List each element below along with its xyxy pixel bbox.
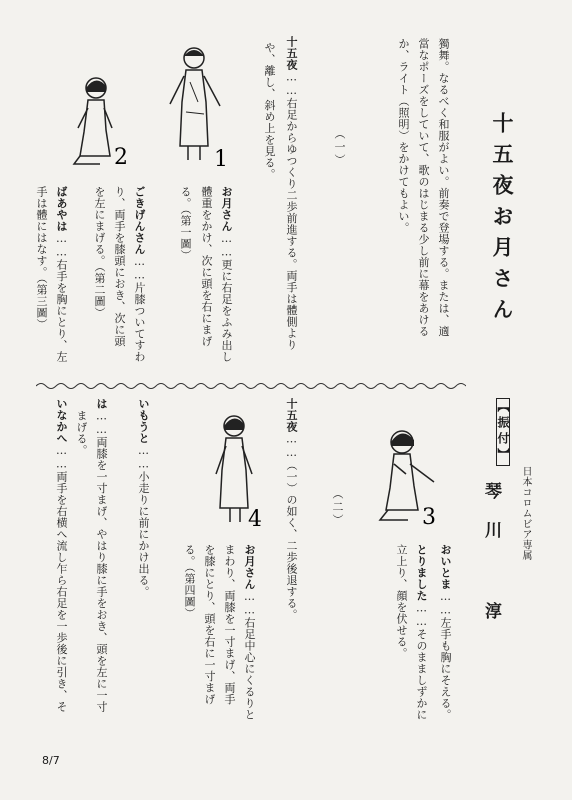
verse1-line-3: お月さん……更に右足をふみ出し [220,186,233,363]
verse2-line-8: 立上り、顔を伏せる。 [395,544,408,659]
figure-2-illustration [70,72,134,172]
verse2-line-10: は……両膝を一寸まげ、やはり膝に手をおき、頭を左に一寸 [95,398,108,713]
figure-1-number: 1 [214,147,228,172]
verse1-line-7: り、両手を膝頭におき、次に頭 [113,186,126,347]
verse1-line-5: る。（第一圖） [179,186,192,261]
verse2-line-5: る。（第四圖） [183,544,196,619]
choreo-name: 琴川 淳 [481,482,501,641]
verse2-line-7: とりました……そのまましずかに [415,544,428,721]
section-heading-one: （一） [333,128,346,167]
verse2-line-2: お月さん……右足中心にくるりと [243,544,256,721]
choreo-affiliation: 日本コロムビア専属 [520,466,531,561]
verse2-line-6: おいとま……左手も胸にそえる。 [439,544,452,721]
verse1-line-2: や、離し、斜め上を見る。 [263,42,276,180]
verse1-line-1: 十五夜……右足からゆつくり二歩前進する。両手は體側より [285,36,298,351]
page-title: 十五夜お月さん [490,112,515,329]
figure-4-number: 4 [248,507,262,532]
section-divider [36,381,466,391]
verse1-line-6: ごきげんさん……片膝ついてすわ [133,186,146,363]
verse1-line-4: 體重をかけ、次に頭を右にまげ [200,186,213,347]
verse2-line-4: を膝にとり、頭を右に一寸まげ [203,544,216,705]
verse1-line-8: を左にまげる。（第二圖） [93,186,106,319]
verse2-line-12: いなかへ……両手を右横へ流し乍ら右足を一歩後に引き、そ [55,398,68,713]
verse2-line-3: まわり、両膝を一寸まげ、両手 [223,544,236,705]
page-number: 8/7 [42,754,60,767]
intro-line-1: 獨舞。なるべく和服がよい。前奏で登場する。または、適 [437,38,450,337]
verse2-line-11: まげる。 [75,410,88,456]
verse1-line-9: ばあやは……右手を胸にとり、左 [55,186,68,363]
intro-line-2: 當なポーズをしていて、歌のはじまる少し前に幕をあける [417,38,430,337]
figure-3-number: 3 [422,505,436,530]
figure-1-illustration [160,42,232,172]
verse2-line-1: 十五夜……（一）の如く、二歩後退する。 [285,398,298,621]
verse1-line-10: 手は體にはなす。（第三圖） [35,186,48,330]
figure-4-illustration [204,408,274,538]
intro-line-3: か、ライト（照明）をかけてもよい。 [397,38,410,234]
choreo-label: 【振付】 [496,400,510,464]
verse2-line-9: いもうと……小走りに前にかけ出る。 [137,398,150,598]
figure-3-illustration [372,424,452,534]
section-heading-two: （二） [331,488,344,527]
figure-2-number: 2 [114,145,128,170]
